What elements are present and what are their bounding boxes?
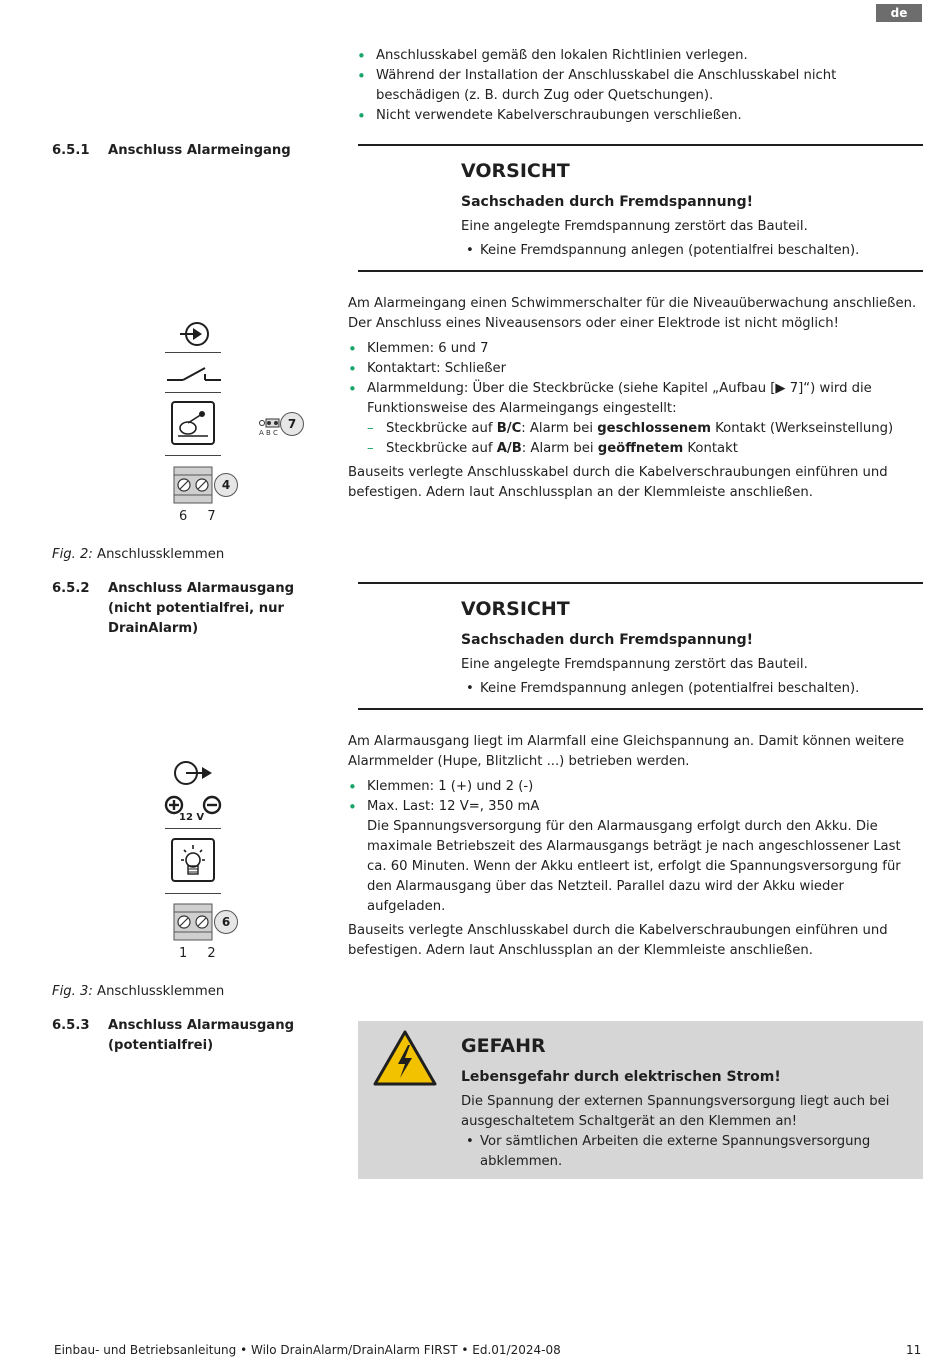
voltage-label: 12 V — [179, 812, 205, 823]
bullet-list — [348, 777, 923, 917]
jumper-letters: A B C — [259, 429, 278, 437]
divider — [165, 352, 221, 353]
section-title: Anschluss Alarmausgang (nicht potentialfrei, nur DrainAlarm) — [108, 581, 295, 636]
sub-list-item: – Steckbrücke auf B/C: Alarm bei geschlossenem Kontakt (Werkseinstellung) — [367, 419, 923, 439]
divider — [165, 392, 221, 393]
caution-subheading: Sachschaden durch Fremdspannung! — [461, 632, 753, 648]
list-item: • Während der Installation der Anschlusskabel die Anschlusskabel nicht beschädigen (z. B. durch Zug oder Quetschungen). — [357, 66, 922, 106]
list-item — [348, 379, 923, 459]
divider — [165, 893, 221, 894]
section-number: 6.5.2 — [52, 581, 90, 596]
callout-jumper: 7 — [280, 412, 304, 436]
electric-hazard-icon — [372, 1029, 438, 1087]
divider — [165, 828, 221, 829]
list-item: • Nicht verwendete Kabelverschraubungen verschließen. — [357, 106, 922, 126]
figure-3 — [150, 752, 310, 972]
caution-bullet: • Keine Fremdspannung anlegen (potentialfrei beschalten). — [461, 679, 916, 699]
switch-icon — [165, 360, 223, 388]
caution-heading: VORSICHT — [461, 598, 570, 620]
sub-list — [367, 419, 923, 459]
divider — [165, 455, 221, 456]
section-title: Anschluss Alarmeingang — [108, 143, 291, 158]
page-number: 11 — [906, 1343, 922, 1357]
caution-heading: VORSICHT — [461, 160, 570, 182]
language-tab: de — [876, 4, 922, 22]
figure-caption: Fig. 3: Anschlussklemmen — [52, 984, 225, 999]
list-item-text: Alarmmeldung: Über die Steckbrücke (siehe Kapitel „Aufbau [▶ 7]“) wird die Funktionsweise des Alarmeingangs eingestellt: — [367, 381, 872, 416]
terminal-block-icon — [173, 466, 213, 504]
bullet-list — [348, 339, 923, 459]
input-arrow-icon — [177, 320, 213, 348]
list-item-text: Max. Last: 12 V=, 350 mA — [367, 799, 540, 814]
danger-box — [358, 1021, 923, 1179]
body-paragraph: Bauseits verlegte Anschlusskabel durch die Kabelverschraubungen einführen und befestigen. Adern laut Anschlussplan an der Klemmleiste anschließen. — [348, 923, 888, 958]
terminal-numbers: 1 2 — [179, 946, 224, 961]
float-switch-icon — [170, 400, 216, 446]
section-body — [348, 732, 923, 961]
danger-subheading: Lebensgefahr durch elektrischen Strom! — [461, 1069, 781, 1085]
callout-terminal: 4 — [214, 473, 238, 497]
list-item-detail: Die Spannungsversorgung für den Alarmausgang erfolgt durch den Akku. Die maximale Betriebszeit des Alarmausgangs beträgt je nach angeschlossener Last ca. 60 Minuten. Wenn der Akku entleert ist, erfolgt die Spannungsversorgung für den Alarmausgang über das Netzteil. Parallel dazu wird der Akku wieder aufgeladen. — [367, 819, 901, 914]
body-paragraph: Am Alarmausgang liegt im Alarmfall eine Gleichspannung an. Damit können weitere Alarmmelder (Hupe, Blitzlicht ...) betrieben werden. — [348, 734, 905, 769]
list-item — [348, 797, 923, 917]
footer-text: Einbau- und Betriebsanleitung • Wilo DrainAlarm/DrainAlarm FIRST • Ed.01/2024-08 — [54, 1343, 561, 1357]
list-item: • Klemmen: 1 (+) und 2 (-) — [348, 777, 923, 797]
section-title: Anschluss Alarmausgang (potentialfrei) — [108, 1018, 295, 1053]
sub-list-item: – Steckbrücke auf A/B: Alarm bei geöffnetem Kontakt — [367, 439, 923, 459]
figure-caption: Fig. 2: Anschlussklemmen — [52, 547, 225, 562]
terminal-block-icon — [173, 903, 213, 941]
caution-bullet: • Keine Fremdspannung anlegen (potentialfrei beschalten). — [461, 241, 916, 261]
list-item: • Klemmen: 6 und 7 — [348, 339, 923, 359]
section-number: 6.5.3 — [52, 1018, 90, 1033]
jumper-icon — [258, 418, 280, 428]
caution-subheading: Sachschaden durch Fremdspannung! — [461, 194, 753, 210]
list-item: • Anschlusskabel gemäß den lokalen Richtlinien verlegen. — [357, 46, 922, 66]
callout-terminal: 6 — [214, 910, 238, 934]
caution-box — [358, 144, 923, 272]
danger-text: Die Spannung der externen Spannungsversorgung liegt auch bei ausgeschaltetem Schaltgerät an den Klemmen an! — [461, 1094, 890, 1129]
body-paragraph: Bauseits verlegte Anschlusskabel durch die Kabelverschraubungen einführen und befestigen. Adern laut Anschlussplan an der Klemmleiste anschließen. — [348, 465, 888, 500]
figure-2 — [150, 312, 310, 532]
caution-text: Eine angelegte Fremdspannung zerstört das Bauteil. — [461, 657, 808, 672]
section-number: 6.5.1 — [52, 143, 90, 158]
danger-bullet: • Vor sämtlichen Arbeiten die externe Spannungsversorgung abklemmen. — [461, 1132, 916, 1172]
section-body — [348, 294, 923, 503]
caution-text: Eine angelegte Fremdspannung zerstört das Bauteil. — [461, 219, 808, 234]
output-arrow-icon — [171, 758, 215, 788]
body-paragraph: Am Alarmeingang einen Schwimmerschalter für die Niveauüberwachung anschließen. Der Anschluss eines Niveausensors oder einer Elektrode ist nicht möglich! — [348, 296, 917, 331]
list-item: • Kontaktart: Schließer — [348, 359, 923, 379]
danger-heading: GEFAHR — [461, 1035, 546, 1057]
intro-bullet-list — [357, 46, 922, 126]
lamp-icon — [170, 837, 216, 883]
caution-box — [358, 582, 923, 710]
terminal-numbers: 6 7 — [179, 509, 224, 524]
